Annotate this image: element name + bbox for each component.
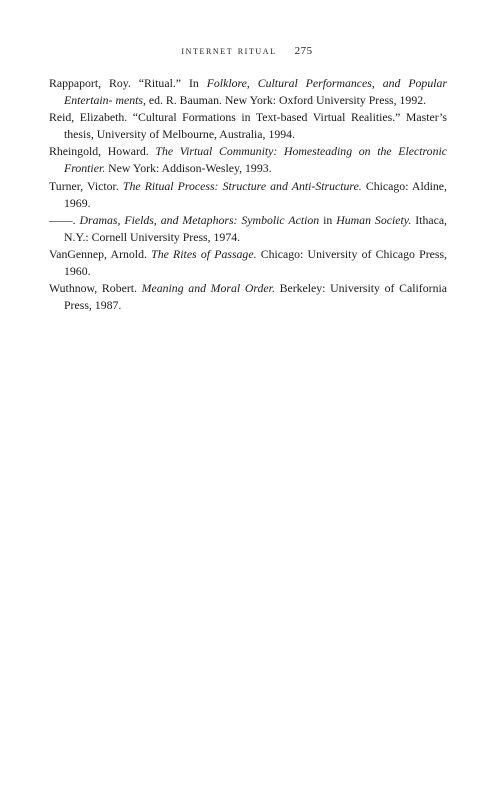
entry-title-secondary: Human Society. (336, 212, 412, 227)
entry-lead: Reid, Elizabeth. “Cultural Formations in Text-based Virtual Realities.” Master’s thesis, University of Melbourne, Australia, 1994. (49, 110, 447, 142)
entry-tail: Chicago: Aldine, 1969. (64, 178, 447, 210)
bibliography-entry-rappaport (49, 75, 447, 109)
entry-lead: ——. (49, 212, 80, 227)
bibliography-entry-turner-1969 (49, 178, 447, 212)
running-title: internet ritual (181, 45, 277, 57)
entry-title: Folklore, Cultural Performances, and Popular Entertain- ments, (64, 76, 447, 108)
entry-title: The Ritual Process: Structure and Anti-Structure. (122, 178, 362, 193)
bibliography-entry-wuthnow (49, 280, 447, 314)
entry-tail: New York: Addison-Wesley, 1993. (105, 161, 272, 176)
entry-tail: Berkeley: University of California Press, 1987. (64, 281, 447, 313)
bibliography-entry-rheingold (49, 143, 447, 177)
entry-tail-secondary: Ithaca, N.Y.: Cornell University Press, 1974. (64, 212, 448, 244)
entry-title: The Rites of Passage. (151, 246, 257, 261)
entry-tail: ed. R. Bauman. New York: Oxford University Press, 1992. (145, 93, 427, 108)
bibliography-entry-turner-1974 (49, 212, 447, 246)
entry-lead: Wuthnow, Robert. (49, 281, 142, 296)
entry-lead: Rheingold, Howard. (49, 144, 156, 159)
entry-tail: Chicago: University of Chicago Press, 1960. (64, 246, 448, 279)
entry-tail: in (319, 212, 337, 227)
page-number: 275 (294, 45, 313, 57)
entry-lead: Turner, Victor. (49, 178, 123, 193)
bibliography-list (49, 75, 447, 314)
running-head (0, 44, 494, 59)
entry-title: Meaning and Moral Order. (141, 281, 275, 296)
entry-title: Dramas, Fields, and Metaphors: Symbolic Action (79, 212, 320, 227)
bibliography-entry-reid (49, 109, 447, 143)
entry-lead: Rappaport, Roy. “Ritual.” In (49, 76, 207, 90)
entry-title: The Virtual Community: Homesteading on the Electronic Frontier. (64, 144, 447, 176)
entry-lead: VanGennep, Arnold. (49, 246, 152, 261)
bibliography-entry-vangennep (49, 246, 447, 280)
